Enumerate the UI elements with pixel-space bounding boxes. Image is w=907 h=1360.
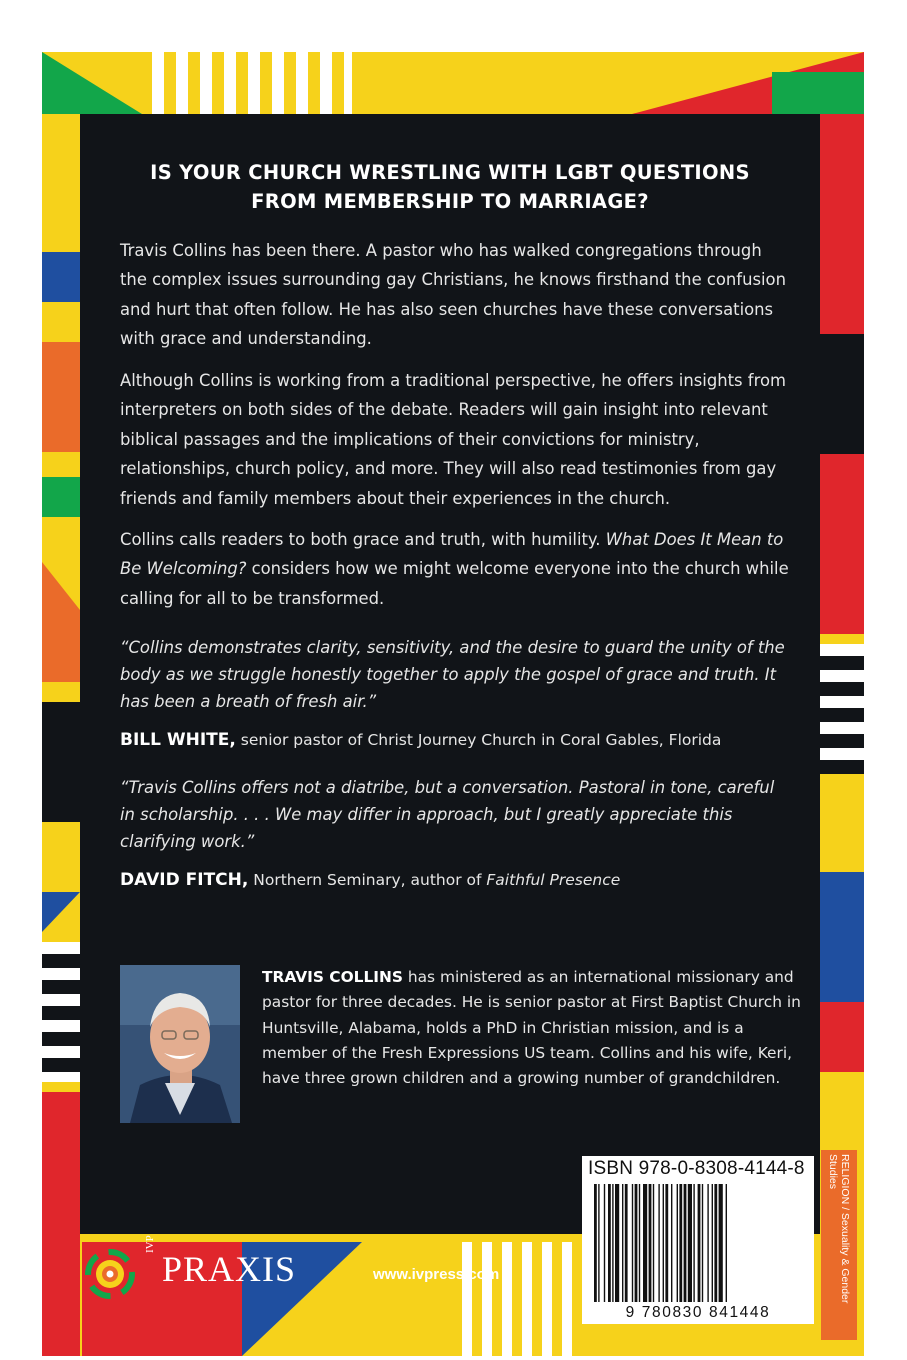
barcode-bar bbox=[622, 1184, 623, 1302]
endorser-role: Northern Seminary, author of bbox=[253, 871, 487, 889]
endorser-book: Faithful Presence bbox=[486, 871, 621, 889]
pattern-top-stripes bbox=[152, 52, 352, 114]
pattern-left-green bbox=[42, 477, 80, 517]
pattern-right-red-3 bbox=[820, 1002, 864, 1072]
pattern-top-green-right bbox=[772, 72, 864, 114]
author-photo bbox=[120, 965, 240, 1123]
barcode-bar bbox=[688, 1184, 692, 1302]
headline-line-2: FROM MEMBERSHIP TO MARRIAGE? bbox=[251, 190, 649, 213]
barcode-bar bbox=[677, 1184, 678, 1302]
pattern-bottom-stripes bbox=[462, 1242, 582, 1356]
barcode-bar bbox=[671, 1184, 672, 1302]
pattern-left-black bbox=[42, 702, 80, 822]
pattern-right-black bbox=[820, 334, 864, 454]
endorser-role: senior pastor of Christ Journey Church in Coral Gables, Florida bbox=[240, 731, 722, 749]
barcode-bar bbox=[698, 1184, 701, 1302]
barcode-bar bbox=[649, 1184, 652, 1302]
category-label bbox=[821, 1150, 857, 1340]
category-text: RELIGION / Sexuality & Gender Studies bbox=[827, 1154, 851, 1304]
barcode-bar bbox=[665, 1184, 668, 1302]
barcode-bar bbox=[594, 1184, 597, 1302]
pattern-left-red bbox=[42, 1092, 80, 1356]
barcode-bar bbox=[707, 1184, 708, 1302]
barcode-bar bbox=[598, 1184, 599, 1302]
pattern-top-green bbox=[42, 52, 142, 114]
endorsement-quote-2: “Travis Collins offers not a diatribe, but a conversation. Pastoral in tone, careful in scholarship. . . . We may differ in approach, but I greatly appreciate this clarifying work.” bbox=[120, 778, 775, 851]
barcode-bar bbox=[684, 1184, 687, 1302]
ivp-imprint-small: IVP bbox=[144, 1235, 156, 1253]
praxis-wordmark: PRAXIS bbox=[162, 1249, 297, 1289]
barcode-bar bbox=[639, 1184, 640, 1302]
barcode-bar bbox=[625, 1184, 628, 1302]
endorsement-quote-1: “Collins demonstrates clarity, sensitivity, and the desire to guard the unity of the body as we struggle honestly together to apply the gospel of grace and truth. It has been a breath of fresh air.” bbox=[120, 638, 785, 711]
endorser-name: DAVID FITCH, bbox=[120, 870, 249, 890]
author-name: TRAVIS COLLINS bbox=[262, 968, 403, 986]
barcode-bar bbox=[615, 1184, 619, 1302]
barcode-number: 9 780830 841448 bbox=[625, 1304, 771, 1321]
barcode-bar bbox=[632, 1184, 633, 1302]
endorsement-attribution-2 bbox=[120, 870, 800, 890]
barcode-bar bbox=[635, 1184, 638, 1302]
barcode-bar bbox=[604, 1184, 605, 1302]
isbn-label: ISBN 978-0-8308-4144-8 bbox=[588, 1158, 805, 1179]
barcode-bar bbox=[712, 1184, 713, 1302]
back-cover-panel bbox=[80, 114, 820, 1234]
book-title: What Does It Mean to Be Welcoming? bbox=[120, 530, 784, 579]
pattern-left-blue-2 bbox=[42, 892, 80, 932]
p3-text-b: considers how we might welcome everyone into the church while calling for all to be transformed. bbox=[120, 559, 789, 608]
pattern-right-stripes bbox=[820, 644, 864, 774]
p3-text-a: Collins calls readers to both grace and truth, with humility. bbox=[120, 530, 606, 549]
barcode-bar bbox=[702, 1184, 703, 1302]
barcode-bar bbox=[719, 1184, 723, 1302]
barcode-bar bbox=[693, 1184, 694, 1302]
description-paragraph-1: Travis Collins has been there. A pastor who has walked congregations through the complex issues surrounding gay Christians, he knows firsthand the confusion and hurt that often follow. He has also seen churches have these conversations with grace and understanding. bbox=[120, 241, 786, 349]
ivp-praxis-logo-icon bbox=[80, 1244, 140, 1304]
barcode-bar bbox=[663, 1184, 664, 1302]
endorser-name: BILL WHITE, bbox=[120, 730, 236, 750]
barcode-bar bbox=[643, 1184, 647, 1302]
publisher-url[interactable]: www.ivpress.com bbox=[373, 1266, 500, 1283]
pattern-left-blue bbox=[42, 252, 80, 302]
pattern-right-blue bbox=[820, 872, 864, 1002]
barcode-bar bbox=[608, 1184, 611, 1302]
endorsement-attribution-1 bbox=[120, 730, 800, 750]
barcode-bar bbox=[653, 1184, 654, 1302]
author-bio bbox=[262, 965, 802, 1091]
headline bbox=[80, 158, 820, 216]
isbn-barcode-box bbox=[582, 1156, 814, 1324]
author-bio-text: has ministered as an international missionary and pastor for three decades. He is senior pastor at First Baptist Church in Huntsville, Alabama, holds a PhD in Christian mission, and is a member of the Fresh Expressions US team. Collins and his wife, Keri, have three grown children and a growing number of grandchildren. bbox=[262, 968, 801, 1088]
barcode-bar bbox=[612, 1184, 613, 1302]
barcode bbox=[594, 1184, 802, 1302]
pattern-left-orange bbox=[42, 342, 80, 452]
barcode-bar bbox=[714, 1184, 717, 1302]
pattern-right-red bbox=[820, 114, 864, 334]
pattern-left-orange-2 bbox=[42, 562, 80, 682]
barcode-bar bbox=[726, 1184, 727, 1302]
barcode-bar bbox=[679, 1184, 682, 1302]
headline-line-1: IS YOUR CHURCH WRESTLING WITH LGBT QUESTIONS bbox=[150, 161, 750, 184]
pattern-right-red-2 bbox=[820, 454, 864, 634]
pattern-left-stripes bbox=[42, 942, 80, 1082]
description-paragraph-3 bbox=[120, 525, 792, 613]
description-paragraph-2: Although Collins is working from a traditional perspective, he offers insights from interpreters on both sides of the debate. Readers will gain insight into relevant biblical passages and the implications of their convictions for ministry, relationships, church policy, and more. They will also read testimonies from gay friends and family members about their experiences in the church. bbox=[120, 371, 786, 508]
barcode-bar bbox=[658, 1184, 659, 1302]
